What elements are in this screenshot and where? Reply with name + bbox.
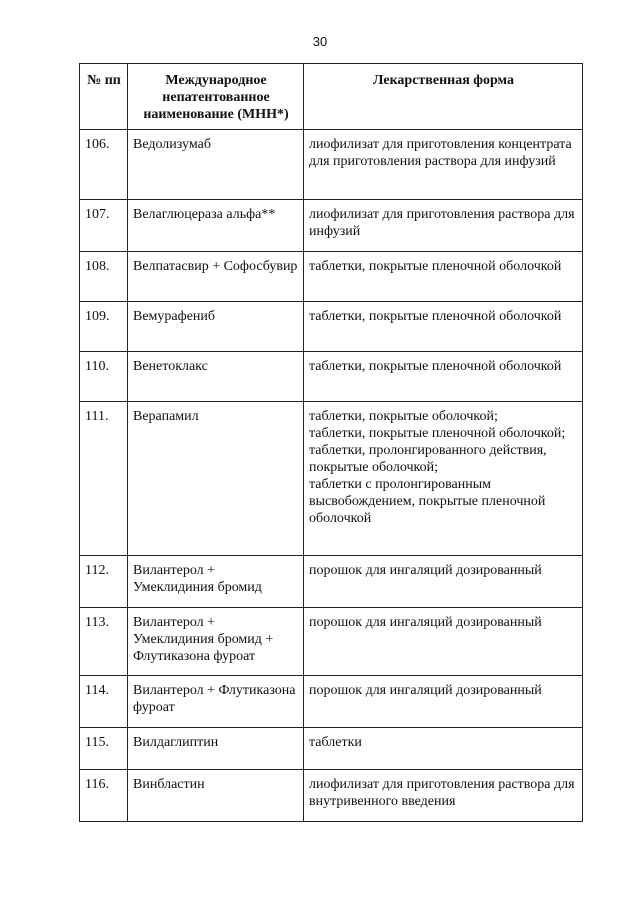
- row-number: 109.: [80, 302, 128, 352]
- page-number: 30: [312, 34, 328, 49]
- dosage-form-line: порошок для ингаляций дозированный: [309, 683, 542, 698]
- dosage-form: [304, 252, 583, 302]
- dosage-form: [304, 200, 583, 252]
- header-dosage-form: Лекарственная форма: [304, 64, 583, 130]
- row-number: 111.: [80, 402, 128, 556]
- dosage-form-line: порошок для ингаляций дозированный: [309, 563, 542, 578]
- dosage-form: [304, 770, 583, 822]
- dosage-form: [304, 676, 583, 728]
- dosage-form: [304, 352, 583, 402]
- dosage-form-line: таблетки, покрытые пленочной оболочкой: [309, 259, 562, 274]
- drug-name: Велпатасвир + Софосбувир: [128, 252, 304, 302]
- dosage-form-line: лиофилизат для приготовления раствора для внутривенного введения: [309, 777, 575, 809]
- row-number: 112.: [80, 556, 128, 608]
- dosage-form-line: таблетки, покрытые пленочной оболочкой: [309, 359, 562, 374]
- table-row: [80, 352, 583, 402]
- table-row: [80, 676, 583, 728]
- drug-name: Ведолизумаб: [128, 130, 304, 200]
- dosage-form-line: таблетки, покрытые пленочной оболочкой: [309, 309, 562, 324]
- dosage-form-line: таблетки, пролонгированного действия, покрытые оболочкой;: [309, 443, 547, 475]
- dosage-form: [304, 130, 583, 200]
- row-number: 107.: [80, 200, 128, 252]
- table-row: [80, 130, 583, 200]
- table-row: [80, 402, 583, 556]
- row-number: 115.: [80, 728, 128, 770]
- table-row: [80, 200, 583, 252]
- drug-name: Вемурафениб: [128, 302, 304, 352]
- row-number: 106.: [80, 130, 128, 200]
- drug-table: [79, 63, 583, 822]
- drug-name: Вилантерол + Флутиказона фуроат: [128, 676, 304, 728]
- dosage-form-line: таблетки: [309, 735, 362, 750]
- dosage-form: [304, 728, 583, 770]
- dosage-form: [304, 608, 583, 676]
- table-row: [80, 608, 583, 676]
- table-row: [80, 252, 583, 302]
- table-header-row: [80, 64, 583, 130]
- dosage-form-line: лиофилизат для приготовления концентрата для приготовления раствора для инфузий: [309, 137, 572, 169]
- dosage-form-line: таблетки, покрытые пленочной оболочкой;: [309, 426, 566, 441]
- table-row: [80, 728, 583, 770]
- dosage-form: [304, 556, 583, 608]
- drug-name: Верапамил: [128, 402, 304, 556]
- drug-name: Вилантерол + Умеклидиния бромид: [128, 556, 304, 608]
- row-number: 114.: [80, 676, 128, 728]
- drug-name: Венетоклакс: [128, 352, 304, 402]
- row-number: 116.: [80, 770, 128, 822]
- row-number: 108.: [80, 252, 128, 302]
- table-row: [80, 556, 583, 608]
- dosage-form: [304, 402, 583, 556]
- dosage-form-line: таблетки с пролонгированным высвобождением, покрытые пленочной оболочкой: [309, 477, 546, 526]
- header-number: № пп: [80, 64, 128, 130]
- table-row: [80, 302, 583, 352]
- dosage-form-line: порошок для ингаляций дозированный: [309, 615, 542, 630]
- row-number: 113.: [80, 608, 128, 676]
- table-row: [80, 770, 583, 822]
- row-number: 110.: [80, 352, 128, 402]
- dosage-form-line: таблетки, покрытые оболочкой;: [309, 409, 498, 424]
- dosage-form: [304, 302, 583, 352]
- dosage-form-line: лиофилизат для приготовления раствора для инфузий: [309, 207, 575, 239]
- drug-name: Велаглюцераза альфа**: [128, 200, 304, 252]
- header-inn: Международное непатентованное наименование (МНН*): [128, 64, 304, 130]
- drug-name: Винбластин: [128, 770, 304, 822]
- drug-name: Вилдаглиптин: [128, 728, 304, 770]
- drug-name: Вилантерол + Умеклидиния бромид + Флутиказона фуроат: [128, 608, 304, 676]
